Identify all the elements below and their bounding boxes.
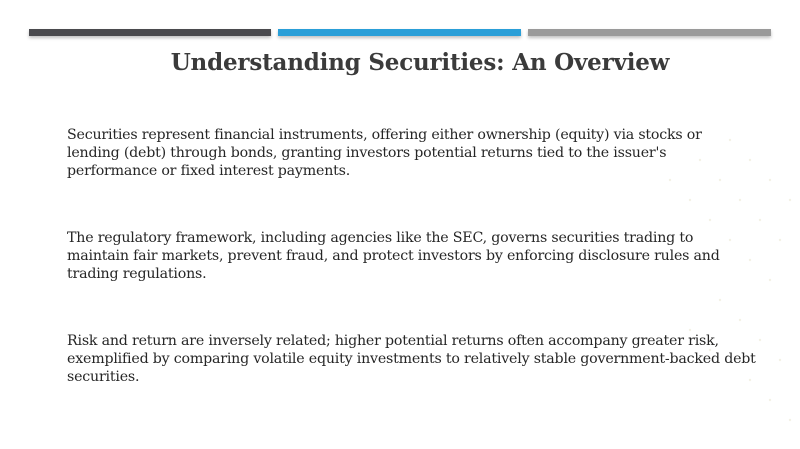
accent-bar-blue bbox=[278, 29, 521, 36]
paragraph-risk-and-return: Risk and return are inversely related; higher potential returns often accompany greater risk, exemplified by comparing volatile equity investments to relatively stable government-backed debt securities. bbox=[67, 333, 756, 385]
accent-bar-dark bbox=[29, 29, 271, 36]
paragraph-regulatory-framework: The regulatory framework, including agencies like the SEC, governs securities trading to maintain fair markets, prevent fraud, and protect investors by enforcing disclosure rules and trading regulations. bbox=[67, 230, 720, 282]
paragraph-securities-definition: Securities represent financial instruments, offering either ownership (equity) via stocks or lending (debt) through bonds, granting investors potential returns tied to the issuer's performance or fixed interest payments. bbox=[67, 127, 702, 179]
slide-title: Understanding Securities: An Overview bbox=[170, 49, 670, 76]
accent-bar-gray bbox=[528, 29, 771, 36]
